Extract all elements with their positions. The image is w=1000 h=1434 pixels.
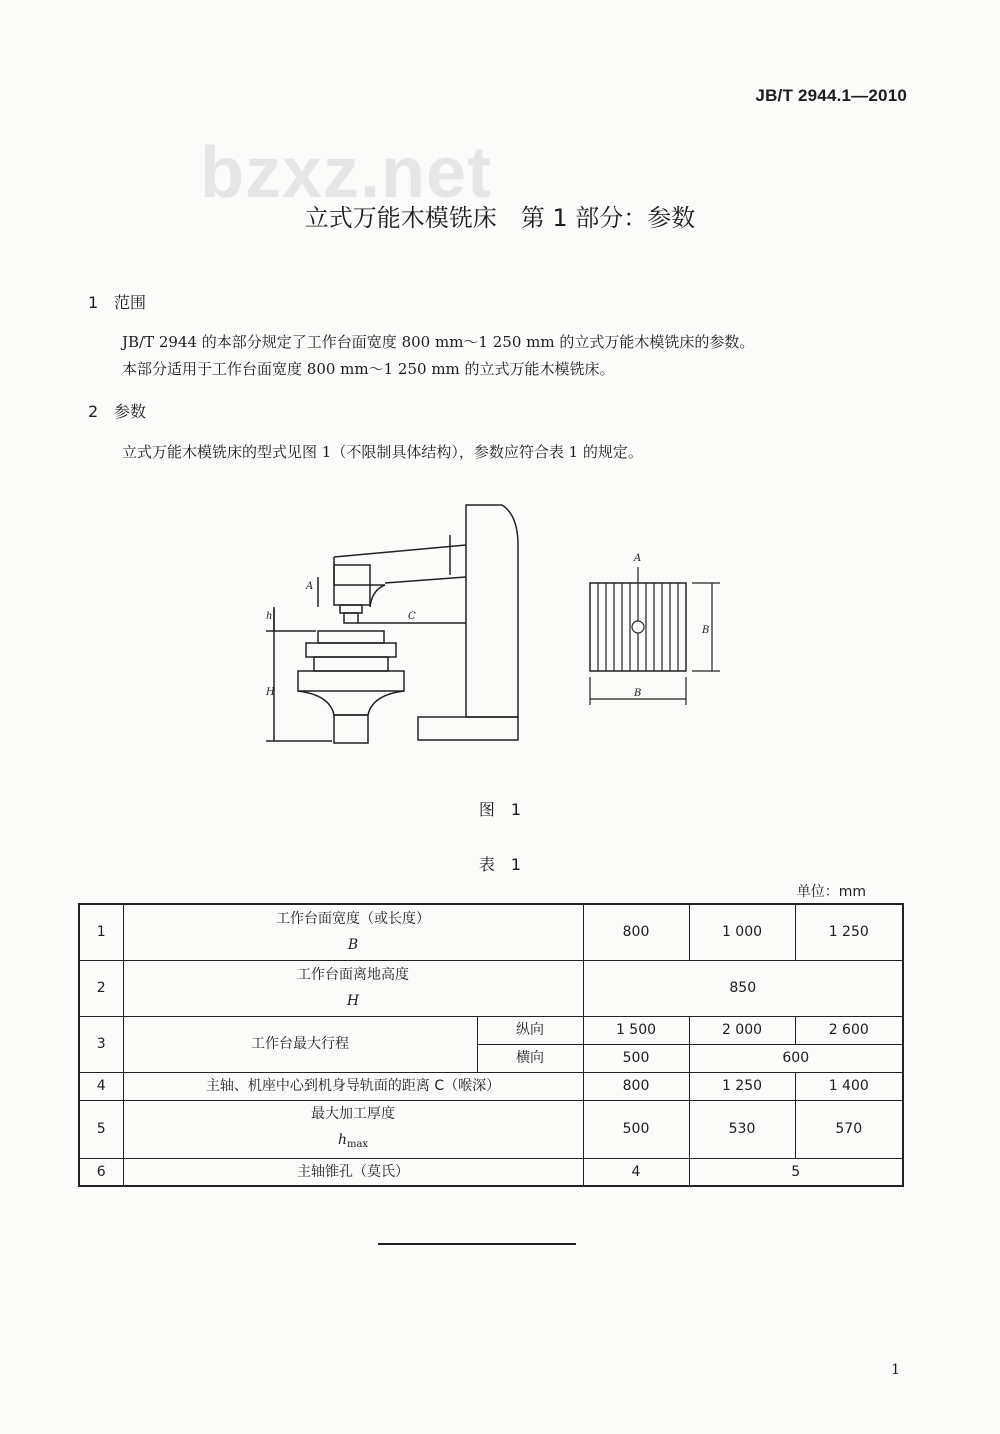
section-title: 参数 — [114, 402, 147, 421]
parameter-name: 工作台最大行程 — [123, 1016, 477, 1072]
label-H: H — [266, 687, 275, 698]
parameter-label: 工作台面宽度（或长度） — [276, 911, 430, 928]
value-cell: 500 — [583, 1100, 689, 1158]
parameters-paragraph: 立式万能木模铣床的型式见图 1（不限制具体结构），参数应符合表 1 的规定。 — [122, 443, 643, 461]
value-cell: 4 — [583, 1158, 689, 1186]
value-cell: 1 500 — [583, 1016, 689, 1044]
table-row — [79, 1158, 903, 1186]
row-number: 4 — [79, 1072, 123, 1100]
sub-parameter-name: 横向 — [477, 1044, 583, 1072]
scope-paragraph-2: 本部分适用于工作台面宽度 800 mm～1 250 mm 的立式万能木模铣床。 — [122, 360, 615, 378]
watermark: bzxz.net — [200, 133, 493, 213]
sub-parameter-name: 纵向 — [477, 1016, 583, 1044]
parameter-symbol: B — [347, 937, 359, 954]
value-cell: 530 — [689, 1100, 795, 1158]
section-title: 范围 — [114, 293, 147, 312]
table-row — [79, 1100, 903, 1158]
symbol-subscript: max — [346, 1138, 369, 1150]
parameters-table — [78, 903, 904, 1187]
value-cell: 2 000 — [689, 1016, 795, 1044]
table-row — [79, 1016, 903, 1044]
parameter-name: 主轴、机座中心到机身导轨面的距离 C（喉深） — [123, 1072, 583, 1100]
row-number: 2 — [79, 960, 123, 1016]
row-number: 1 — [79, 904, 123, 960]
row-number: 6 — [79, 1158, 123, 1186]
label-C: C — [408, 611, 416, 622]
symbol-base: h — [337, 1131, 347, 1148]
figure-1-drawing — [240, 495, 740, 750]
table-row — [79, 1072, 903, 1100]
table-caption: 表 1 — [478, 855, 522, 874]
label-B-right: B — [702, 625, 710, 636]
parameter-label: 最大加工厚度 — [311, 1105, 395, 1122]
label-h: h — [266, 611, 273, 622]
value-cell: 1 250 — [795, 904, 903, 960]
parameter-name — [123, 960, 583, 1016]
parameter-name — [123, 904, 583, 960]
value-cell: 1 400 — [795, 1072, 903, 1100]
value-cell: 570 — [795, 1100, 903, 1158]
value-cell: 600 — [689, 1044, 903, 1072]
parameter-name: 主轴锥孔（莫氏） — [123, 1158, 583, 1186]
standard-number: JB/T 2944.1—2010 — [755, 86, 907, 105]
section-2-heading — [88, 399, 146, 422]
section-1-heading — [88, 290, 146, 313]
scope-paragraph-1: JB/T 2944 的本部分规定了工作台面宽度 800 mm～1 250 mm 的立式万能木模铣床的参数。 — [122, 333, 755, 351]
row-number: 5 — [79, 1100, 123, 1158]
value-cell: 800 — [583, 904, 689, 960]
table-row — [79, 960, 903, 1016]
value-cell: 850 — [583, 960, 903, 1016]
row-number: 3 — [79, 1016, 123, 1072]
section-number: 2 — [88, 402, 99, 421]
label-B-bottom: B — [634, 688, 642, 699]
parameter-symbol: H — [346, 993, 360, 1009]
label-A-right: A — [634, 553, 642, 564]
value-cell: 1 250 — [689, 1072, 795, 1100]
value-cell: 5 — [689, 1158, 903, 1186]
parameter-name — [123, 1100, 583, 1158]
value-cell: 500 — [583, 1044, 689, 1072]
end-line — [378, 1243, 576, 1245]
table-unit: 单位：mm — [796, 884, 866, 900]
label-A-left: A — [306, 581, 314, 592]
document-title: 立式万能木模铣床 第 1 部分：参数 — [304, 204, 696, 232]
value-cell: 1 000 — [689, 904, 795, 960]
parameter-label: 工作台面离地高度 — [297, 967, 409, 983]
figure-caption: 图 1 — [478, 800, 522, 819]
parameter-symbol — [338, 1132, 368, 1148]
table-row — [79, 904, 903, 960]
value-cell: 800 — [583, 1072, 689, 1100]
page-number: 1 — [891, 1362, 900, 1378]
value-cell: 2 600 — [795, 1016, 903, 1044]
section-number: 1 — [88, 293, 99, 312]
